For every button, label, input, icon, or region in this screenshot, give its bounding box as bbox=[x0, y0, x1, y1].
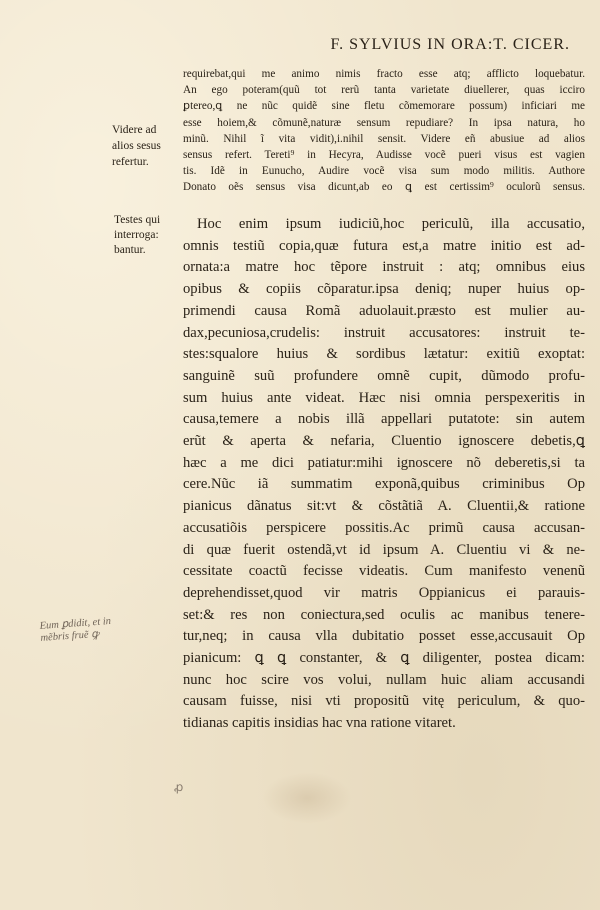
text-line: ornata:a matre hoc tẽpore instruit : atq; omnibus eius bbox=[183, 259, 585, 276]
text-line: sanguinẽ suũ profundere omnẽ cupit, dũmodo profu- bbox=[183, 367, 585, 384]
text-line: primendi causa Romã aduolauit.præsto est mulier au- bbox=[183, 302, 585, 319]
handwritten-line: mẽbris fruẽ ꝙ bbox=[40, 628, 100, 644]
text-line: tur,neq; in causa vlla dubitatio posset esse,accusauit Op bbox=[183, 628, 585, 645]
running-head: F. SYLVIUS IN ORA:T. CICER. bbox=[330, 36, 570, 53]
handwritten-mark: ꝓ bbox=[174, 780, 184, 794]
text-line: An ego poteram(quũ tot rerũ tanta varietate diuellerer, quas icciro bbox=[183, 84, 585, 97]
text-line: deprehendisset,quod vir matris Oppianicus ei parauis- bbox=[183, 584, 585, 601]
margin-note-line: Testes qui bbox=[114, 214, 161, 226]
text-line: nunc hoc scire vos volui, nullam huic aliam accusandi bbox=[183, 671, 585, 688]
paper-stain bbox=[262, 772, 352, 824]
margin-note-line: bantur. bbox=[114, 244, 146, 256]
text-line: Donato oẽs sensus visa dicunt,ab eo ꝗ est certissim⁹ oculorũ sensus. bbox=[183, 181, 585, 194]
text-line: Hoc enim ipsum iudiciũ,hoc periculũ, illa accusatio, bbox=[197, 216, 585, 232]
text-line: accusatiõis perspicere possitis.Ac primũ causa accusan- bbox=[183, 519, 585, 536]
text-line: tidianas capitis insidias hac vna ratione vitaret. bbox=[183, 715, 456, 732]
text-line: hæc a me dici patiatur:mihi ignoscere nõ deberetis,si ta bbox=[183, 454, 585, 471]
text-line: causa,temere a nobis illã appellari putatote: sin autem bbox=[183, 411, 585, 428]
text-line: cere.Nũc iã summatim exponã,quibus criminibus Op bbox=[183, 476, 585, 493]
handwritten-annotation bbox=[39, 611, 180, 645]
text-line: dax,pecuniosa,crudelis: instruit accusatores: instruit te- bbox=[183, 324, 585, 341]
text-line: omnis testiũ copia,quæ futura est,a matre initio est ad- bbox=[183, 237, 585, 254]
text-line: stes:squalore huius & sordibus lætatur: exitiũ exoptat: bbox=[183, 346, 585, 363]
margin-note-line: Videre ad bbox=[112, 124, 157, 136]
text-line: opibus & copiis cõparatur.ipsa deniq; nuper huius op- bbox=[183, 281, 585, 298]
text-line: pianicus dãnatus sit:vt & cõstãtiã A. Cluentii,& ratione bbox=[183, 498, 585, 515]
text-line: minũ. Nihil ĩ vita vidit),i.nihil sensit. Videre eñ abusiue ad alios bbox=[183, 132, 585, 145]
text-line: esse hoiem,& cõmunẽ,naturæ sensum repudiare? In ipsa natura, ho bbox=[183, 116, 585, 129]
text-line: di quæ fuerit ostendã,vt id ipsum A. Cluentiu vi & ne- bbox=[183, 541, 585, 558]
main-text-block bbox=[183, 214, 585, 735]
commentary-block bbox=[183, 66, 585, 196]
handwritten-line: Eum ꝑdidit, et in bbox=[39, 615, 112, 632]
margin-note-line: interroga: bbox=[114, 229, 159, 241]
text-line: sensus refert. Tereti⁹ in Hecyra, Audisse vocẽ pueri visus est vagien bbox=[183, 149, 585, 162]
text-line: ꝑtereo,ꝗ ne nũc quidẽ sine fletu cõmemorare possum) inficiari me bbox=[183, 100, 585, 113]
text-line: erũt & aperta & nefaria, Cluentio ignoscere debetis,ꝗ bbox=[183, 433, 585, 450]
margin-note bbox=[112, 122, 182, 170]
margin-note-line: refertur. bbox=[112, 156, 149, 168]
text-line: pianicum: ꝗ ꝗ constanter, & ꝗ diligenter, postea dicam: bbox=[183, 650, 585, 667]
margin-note bbox=[114, 213, 184, 258]
text-line: tis. Idẽ in Eunucho, Audire vocẽ visa sum modo militis. Authore bbox=[183, 165, 585, 178]
text-line: requirebat,qui me animo nimis fracto esse atq; afflicto loquebatur. bbox=[183, 68, 585, 80]
text-line: causam fuisse, nisi vti propositũ vitę periculum, & quo- bbox=[183, 693, 585, 710]
margin-note-line: alios sesus bbox=[112, 140, 161, 152]
text-line: cessitate coactũ fecisse videatis. Cum manifesto venenũ bbox=[183, 563, 585, 580]
text-line: sum huius ante videat. Hæc nisi omnia perspexeritis in bbox=[183, 389, 585, 406]
text-line: set:& res non coniectura,sed oculis ac manibus tenere- bbox=[183, 606, 585, 623]
